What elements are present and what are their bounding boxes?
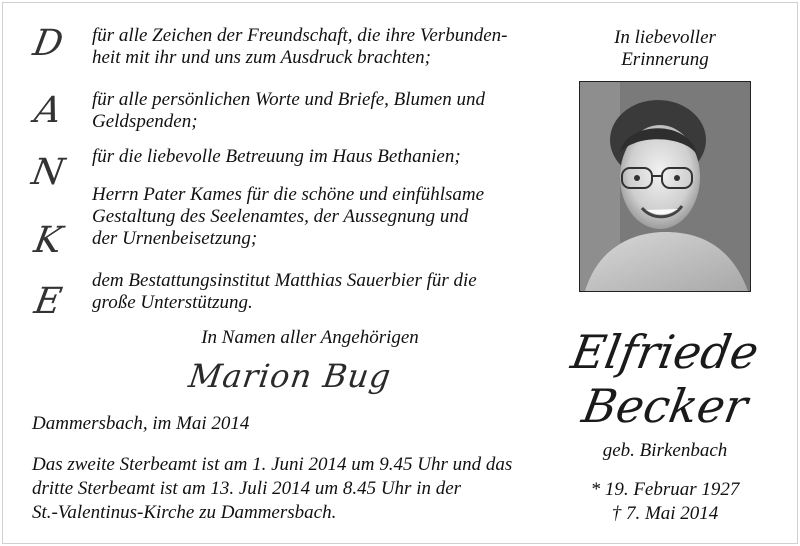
life-dates	[560, 478, 770, 526]
portrait-image	[580, 82, 750, 291]
memory-heading	[560, 27, 770, 71]
birth-name: geb. Birkenbach	[602, 440, 728, 461]
service-notice	[32, 453, 548, 525]
service-line: St.-Valentinus-Kirche zu Dammersbach.	[32, 502, 337, 523]
thanks-line: Herrn Pater Kames für die schöne und einfühlsame	[92, 184, 485, 205]
memory-line-1: In liebevoller	[614, 27, 716, 48]
thanks-line: der Urnenbeisetzung;	[92, 228, 258, 249]
initial-d: D	[30, 23, 67, 64]
service-line: dritte Sterbeamt ist am 13. Juli 2014 um 8.45 Uhr in der	[32, 478, 462, 499]
thanks-line: für alle persönlichen Worte und Briefe, Blumen und	[92, 89, 485, 110]
thanks-line: dem Bestattungsinstitut Matthias Sauerbier für die	[92, 270, 477, 291]
birth-date: * 19. Februar 1927	[590, 479, 740, 500]
thanks-item-words	[92, 89, 552, 133]
thanks-line: für die liebevolle Betreuung im Haus Bethanien;	[92, 146, 461, 167]
thanks-line: Geldspenden;	[92, 111, 198, 132]
portrait-photo	[579, 81, 751, 292]
thanks-line: heit mit ihr und uns zum Ausdruck brachten;	[92, 47, 431, 68]
thanks-line: Gestaltung des Seelenamtes, der Aussegnung und	[92, 206, 469, 227]
thanks-item-funeral-home	[92, 270, 552, 314]
place-date: Dammersbach, im Mai 2014	[32, 413, 250, 434]
thanks-item-care	[92, 146, 552, 168]
thanks-line: große Unterstützung.	[92, 292, 253, 313]
thanks-line: für alle Zeichen der Freundschaft, die ihre Verbunden-	[92, 25, 508, 46]
memory-line-2: Erinnerung	[621, 49, 709, 70]
initial-k: K	[31, 220, 66, 261]
initial-e: E	[31, 281, 65, 322]
deceased-last-name: Becker	[578, 379, 752, 433]
death-date: † 7. Mai 2014	[611, 503, 719, 524]
service-line: Das zweite Sterbeamt ist am 1. Juni 2014 um 9.45 Uhr und das	[32, 454, 513, 475]
deceased-first-name: Elfriede	[567, 325, 763, 379]
initial-n: N	[28, 152, 68, 193]
signature-intro: In Namen aller Angehörigen	[201, 327, 419, 348]
thanks-item-friendship	[92, 25, 552, 69]
initial-a: A	[31, 90, 65, 131]
signature-name: Marion Bug	[186, 357, 394, 395]
thanks-item-pastor	[92, 184, 552, 250]
